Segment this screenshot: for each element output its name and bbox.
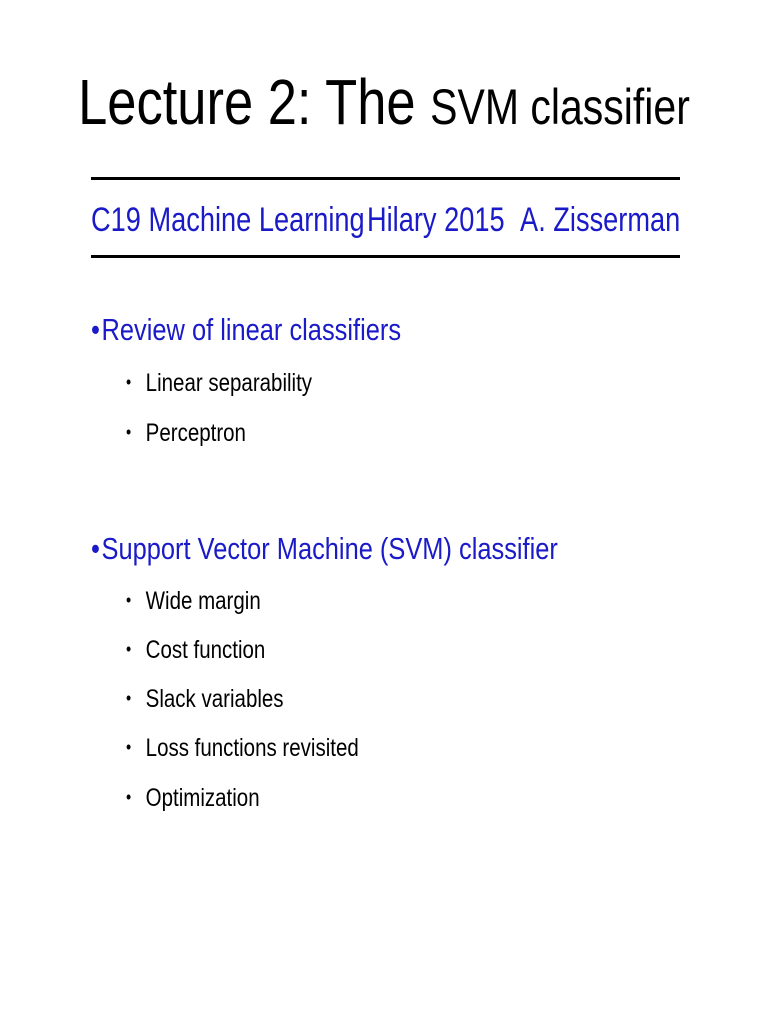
bullet-icon: • [91, 312, 100, 347]
bullet-icon: • [126, 639, 132, 659]
section-heading-svm [91, 533, 558, 564]
section-heading-review [91, 314, 401, 345]
title-part-1: Lecture 2: The [78, 66, 431, 138]
bullet-icon: • [126, 688, 132, 708]
list-item-label: Loss functions revisited [145, 734, 359, 762]
title-part-2: SVM classifier [430, 79, 690, 135]
bullet-icon: • [126, 737, 132, 757]
list-item [126, 421, 246, 446]
list-item [126, 589, 261, 614]
list-item-label: Wide margin [145, 587, 261, 615]
list-item [126, 736, 359, 761]
list-item-label: Linear separability [145, 369, 313, 397]
list-item-label: Perceptron [145, 419, 246, 447]
list-item-label: Slack variables [145, 685, 284, 713]
list-item [126, 638, 265, 663]
list-item [126, 786, 260, 811]
section-heading-label: Support Vector Machine (SVM) classifier [101, 531, 558, 566]
course-name: C19 Machine Learning [91, 201, 365, 239]
list-item-label: Optimization [145, 784, 260, 812]
slide-title [69, 66, 699, 138]
term-label: Hilary 2015 [367, 201, 505, 239]
section-heading-label: Review of linear classifiers [101, 312, 402, 347]
bullet-icon: • [126, 787, 132, 807]
list-item [126, 687, 284, 712]
list-item-label: Cost function [145, 636, 266, 664]
bullet-icon: • [91, 531, 100, 566]
bullet-icon: • [126, 372, 132, 392]
bullet-icon: • [126, 590, 132, 610]
author-name: A. Zisserman [519, 201, 680, 239]
top-divider [91, 177, 680, 180]
list-item [126, 371, 312, 396]
bullet-icon: • [126, 422, 132, 442]
bottom-divider [91, 255, 680, 258]
